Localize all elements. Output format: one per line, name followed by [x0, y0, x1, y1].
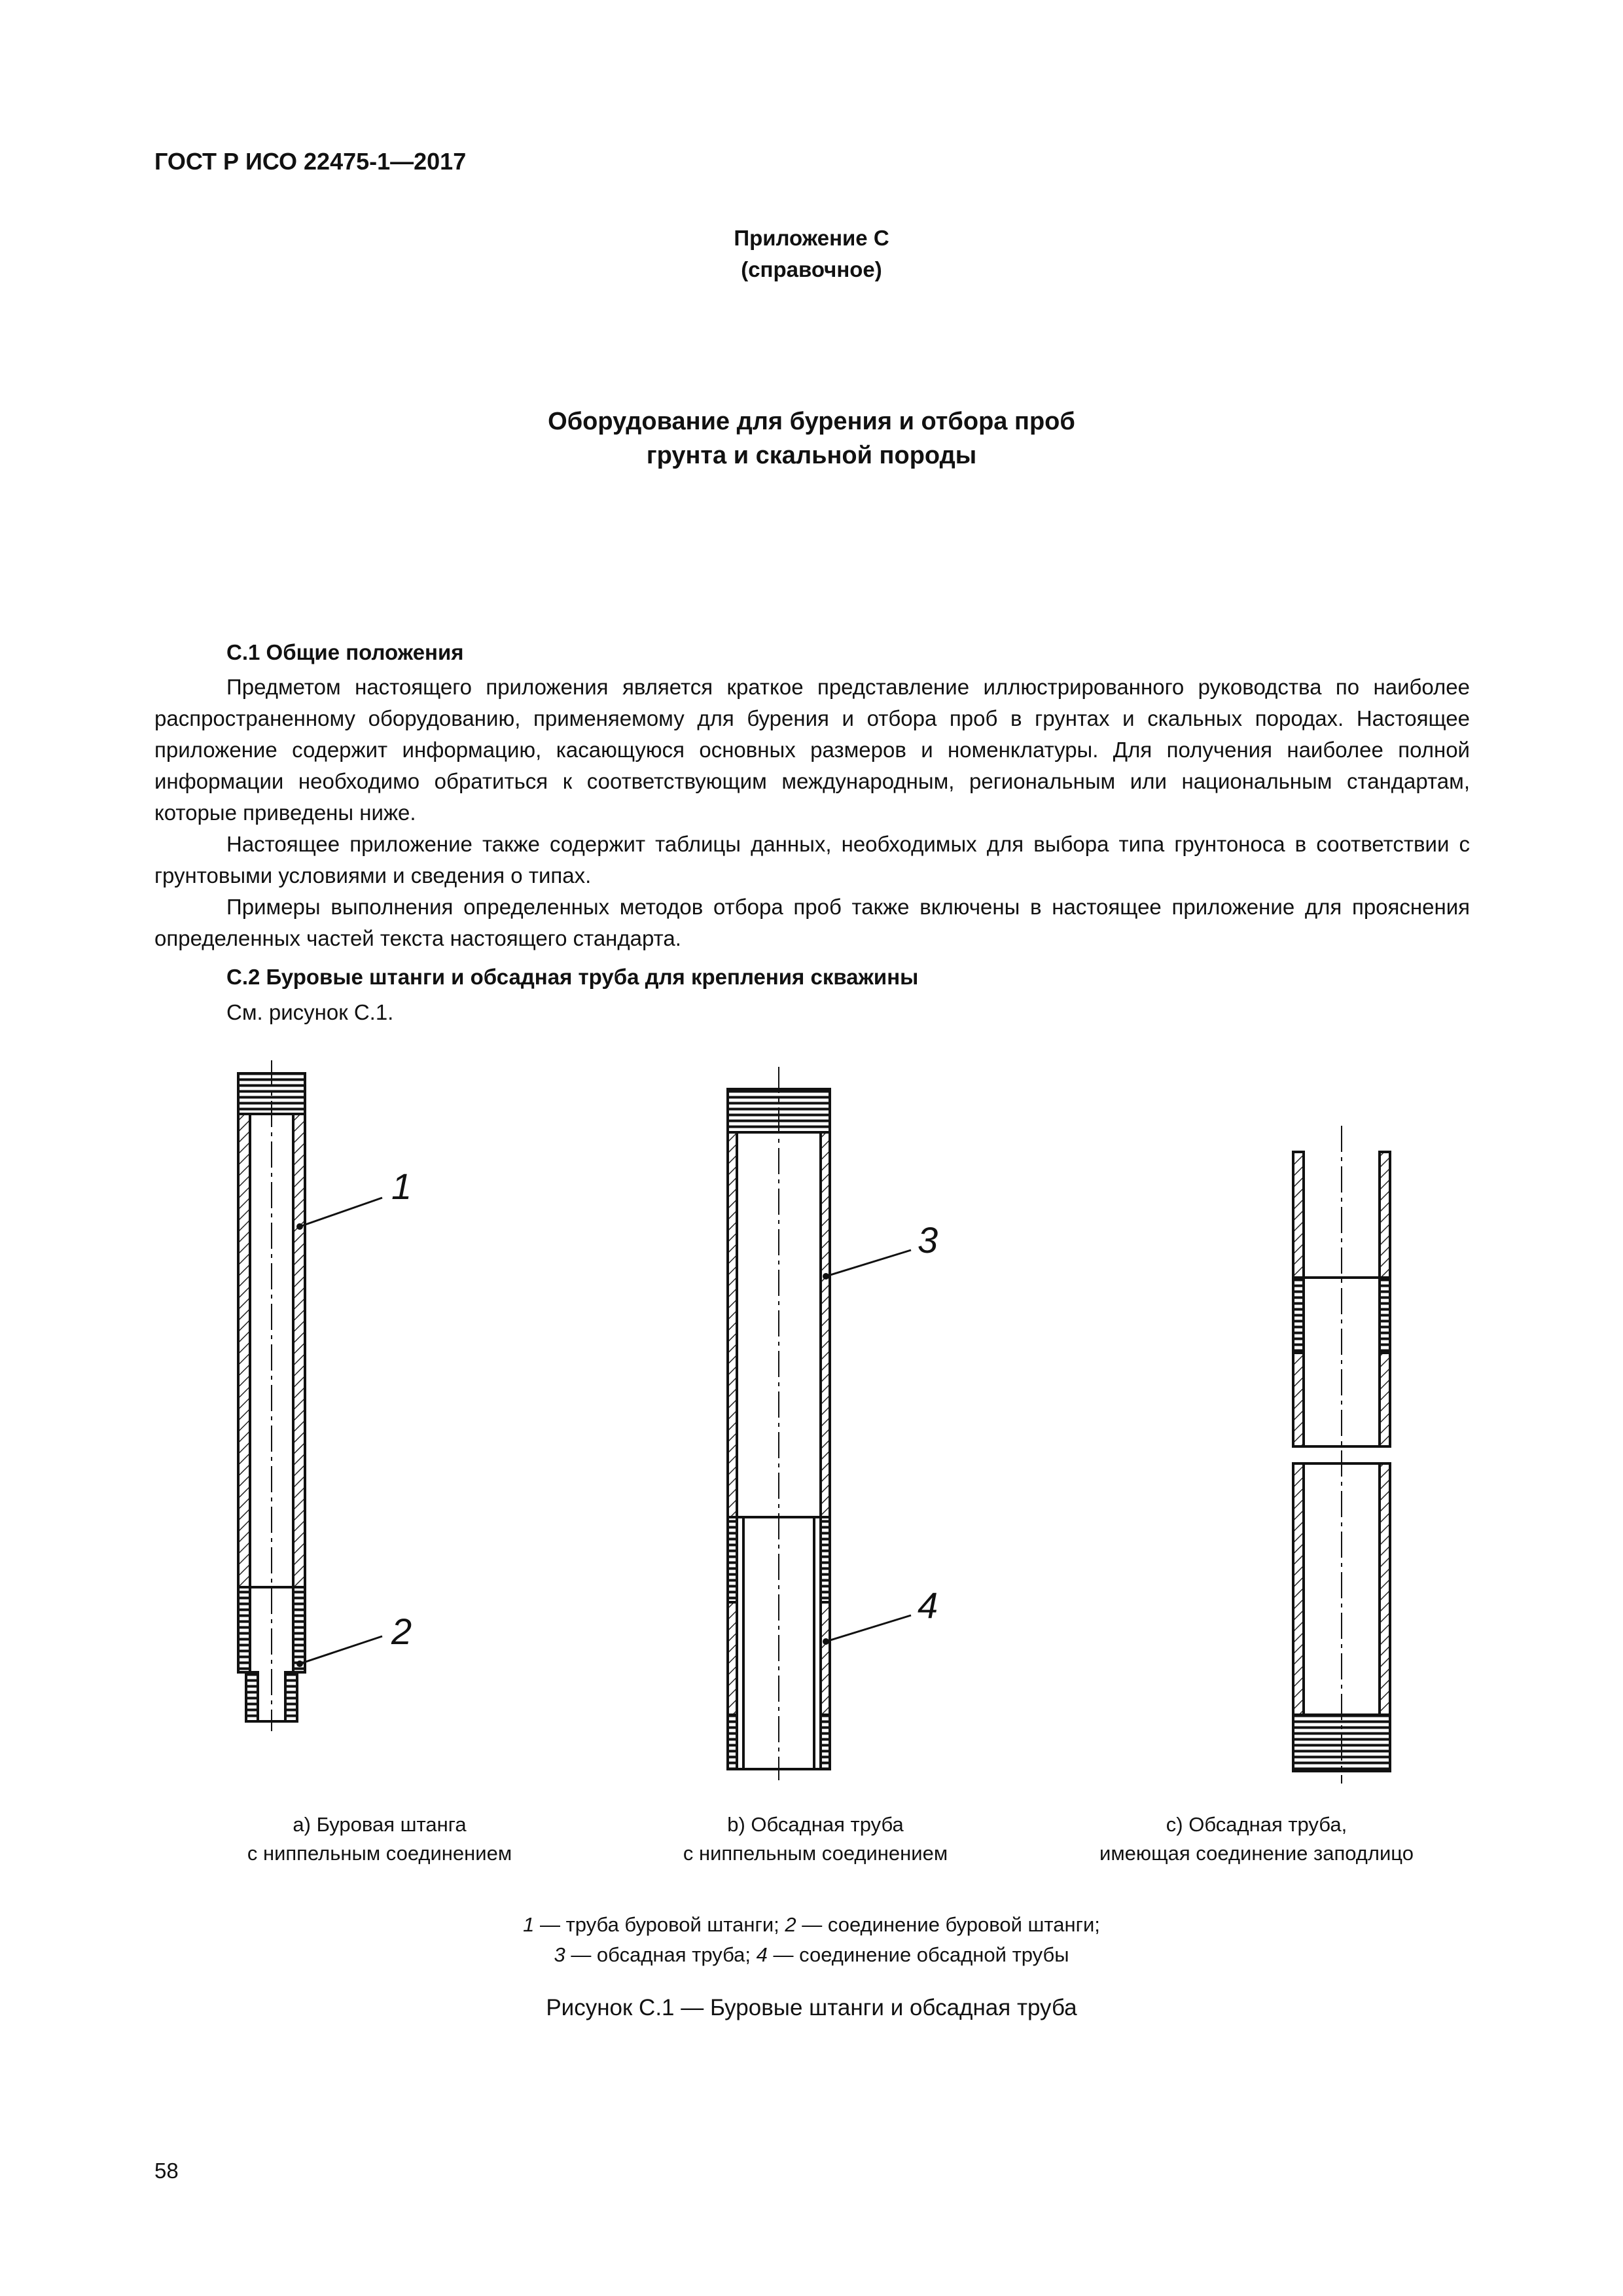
legend-key-3: 3 — [554, 1943, 565, 1966]
page-number: 58 — [154, 2159, 179, 2183]
callout-1-leader — [296, 1166, 412, 1230]
legend-line-2 — [0, 1940, 1623, 1970]
annex-label-block — [0, 223, 1623, 285]
callout-1-label: 1 — [391, 1166, 412, 1207]
figure-legend — [0, 1910, 1623, 1970]
legend-text-1: — труба буровой штанги; — [534, 1913, 785, 1936]
drill-rod-drawing — [238, 1060, 305, 1731]
figure-title: Рисунок C.1 — Буровые штанги и обсадная труба — [546, 1995, 1077, 2020]
figure-c1-drawing — [0, 1047, 1623, 1787]
legend-line-1 — [0, 1910, 1623, 1940]
annex-label: Приложение C — [734, 226, 889, 250]
caption-b-line1: b) Обсадная труба — [727, 1813, 904, 1836]
caption-c-line1: с) Обсадная труба, — [1166, 1813, 1347, 1836]
callout-2-label: 2 — [391, 1611, 412, 1652]
document-standard-number: ГОСТ Р ИСО 22475-1—2017 — [154, 148, 467, 175]
legend-text-2: — соединение буровой штанги; — [796, 1913, 1100, 1936]
annex-kind: (справочное) — [741, 257, 882, 281]
legend-key-1: 1 — [523, 1913, 535, 1936]
caption-b-line2: с ниппельным соединением — [683, 1842, 948, 1865]
section-c2-heading: C.2 Буровые штанги и обсадная труба для крепления скважины — [226, 965, 919, 989]
casing-flush-drawing — [1293, 1126, 1390, 1784]
caption-a-line1: а) Буровая штанга — [293, 1813, 467, 1836]
callout-4-label: 4 — [918, 1585, 938, 1626]
annex-title-line1: Оборудование для бурения и отбора проб — [548, 408, 1075, 435]
legend-key-2: 2 — [785, 1913, 796, 1936]
caption-c-line2: имеющая соединение заподлицо — [1099, 1842, 1414, 1865]
legend-text-4: — соединение обсадной трубы — [767, 1943, 1069, 1966]
legend-key-4: 4 — [756, 1943, 768, 1966]
callout-2-leader — [296, 1611, 412, 1667]
caption-c — [995, 1810, 1518, 1868]
annex-title — [0, 404, 1623, 473]
callout-4-leader — [823, 1585, 938, 1645]
section-c2-see-figure: См. рисунок C.1. — [226, 1000, 394, 1024]
annex-title-line2: грунта и скальной породы — [646, 442, 977, 469]
section-c1-body — [154, 672, 1470, 954]
section-c1-heading: C.1 Общие положения — [226, 640, 464, 664]
section-c1-paragraph-1: Предметом настоящего приложения является краткое представление иллюстрированного руководства по наиболее распространенному оборудованию, применяемому для бурения и отбора проб в грунтах и скальных породах. Настоящее приложение содержит информацию, касающуюся основных размеров и номенклатуры. Для получения наиболее полной информации необходимо обратиться к соответствующим международным, региональным или национальным стандартам, которые приведены ниже. — [154, 675, 1470, 825]
callout-3-leader — [823, 1219, 938, 1280]
caption-a-line2: с ниппельным соединением — [247, 1842, 512, 1865]
section-c1-paragraph-2: Настоящее приложение также содержит таблицы данных, необходимых для выбора типа грунтоноса в соответствии с грунтовыми условиями и сведения о типах. — [154, 832, 1470, 888]
callout-3-label: 3 — [918, 1219, 938, 1261]
casing-nipple-drawing — [728, 1067, 830, 1780]
legend-text-3: — обсадная труба; — [565, 1943, 757, 1966]
section-c1-paragraph-3: Примеры выполнения определенных методов отбора проб также включены в настоящее приложение для прояснения определенных частей текста настоящего стандарта. — [154, 895, 1470, 950]
